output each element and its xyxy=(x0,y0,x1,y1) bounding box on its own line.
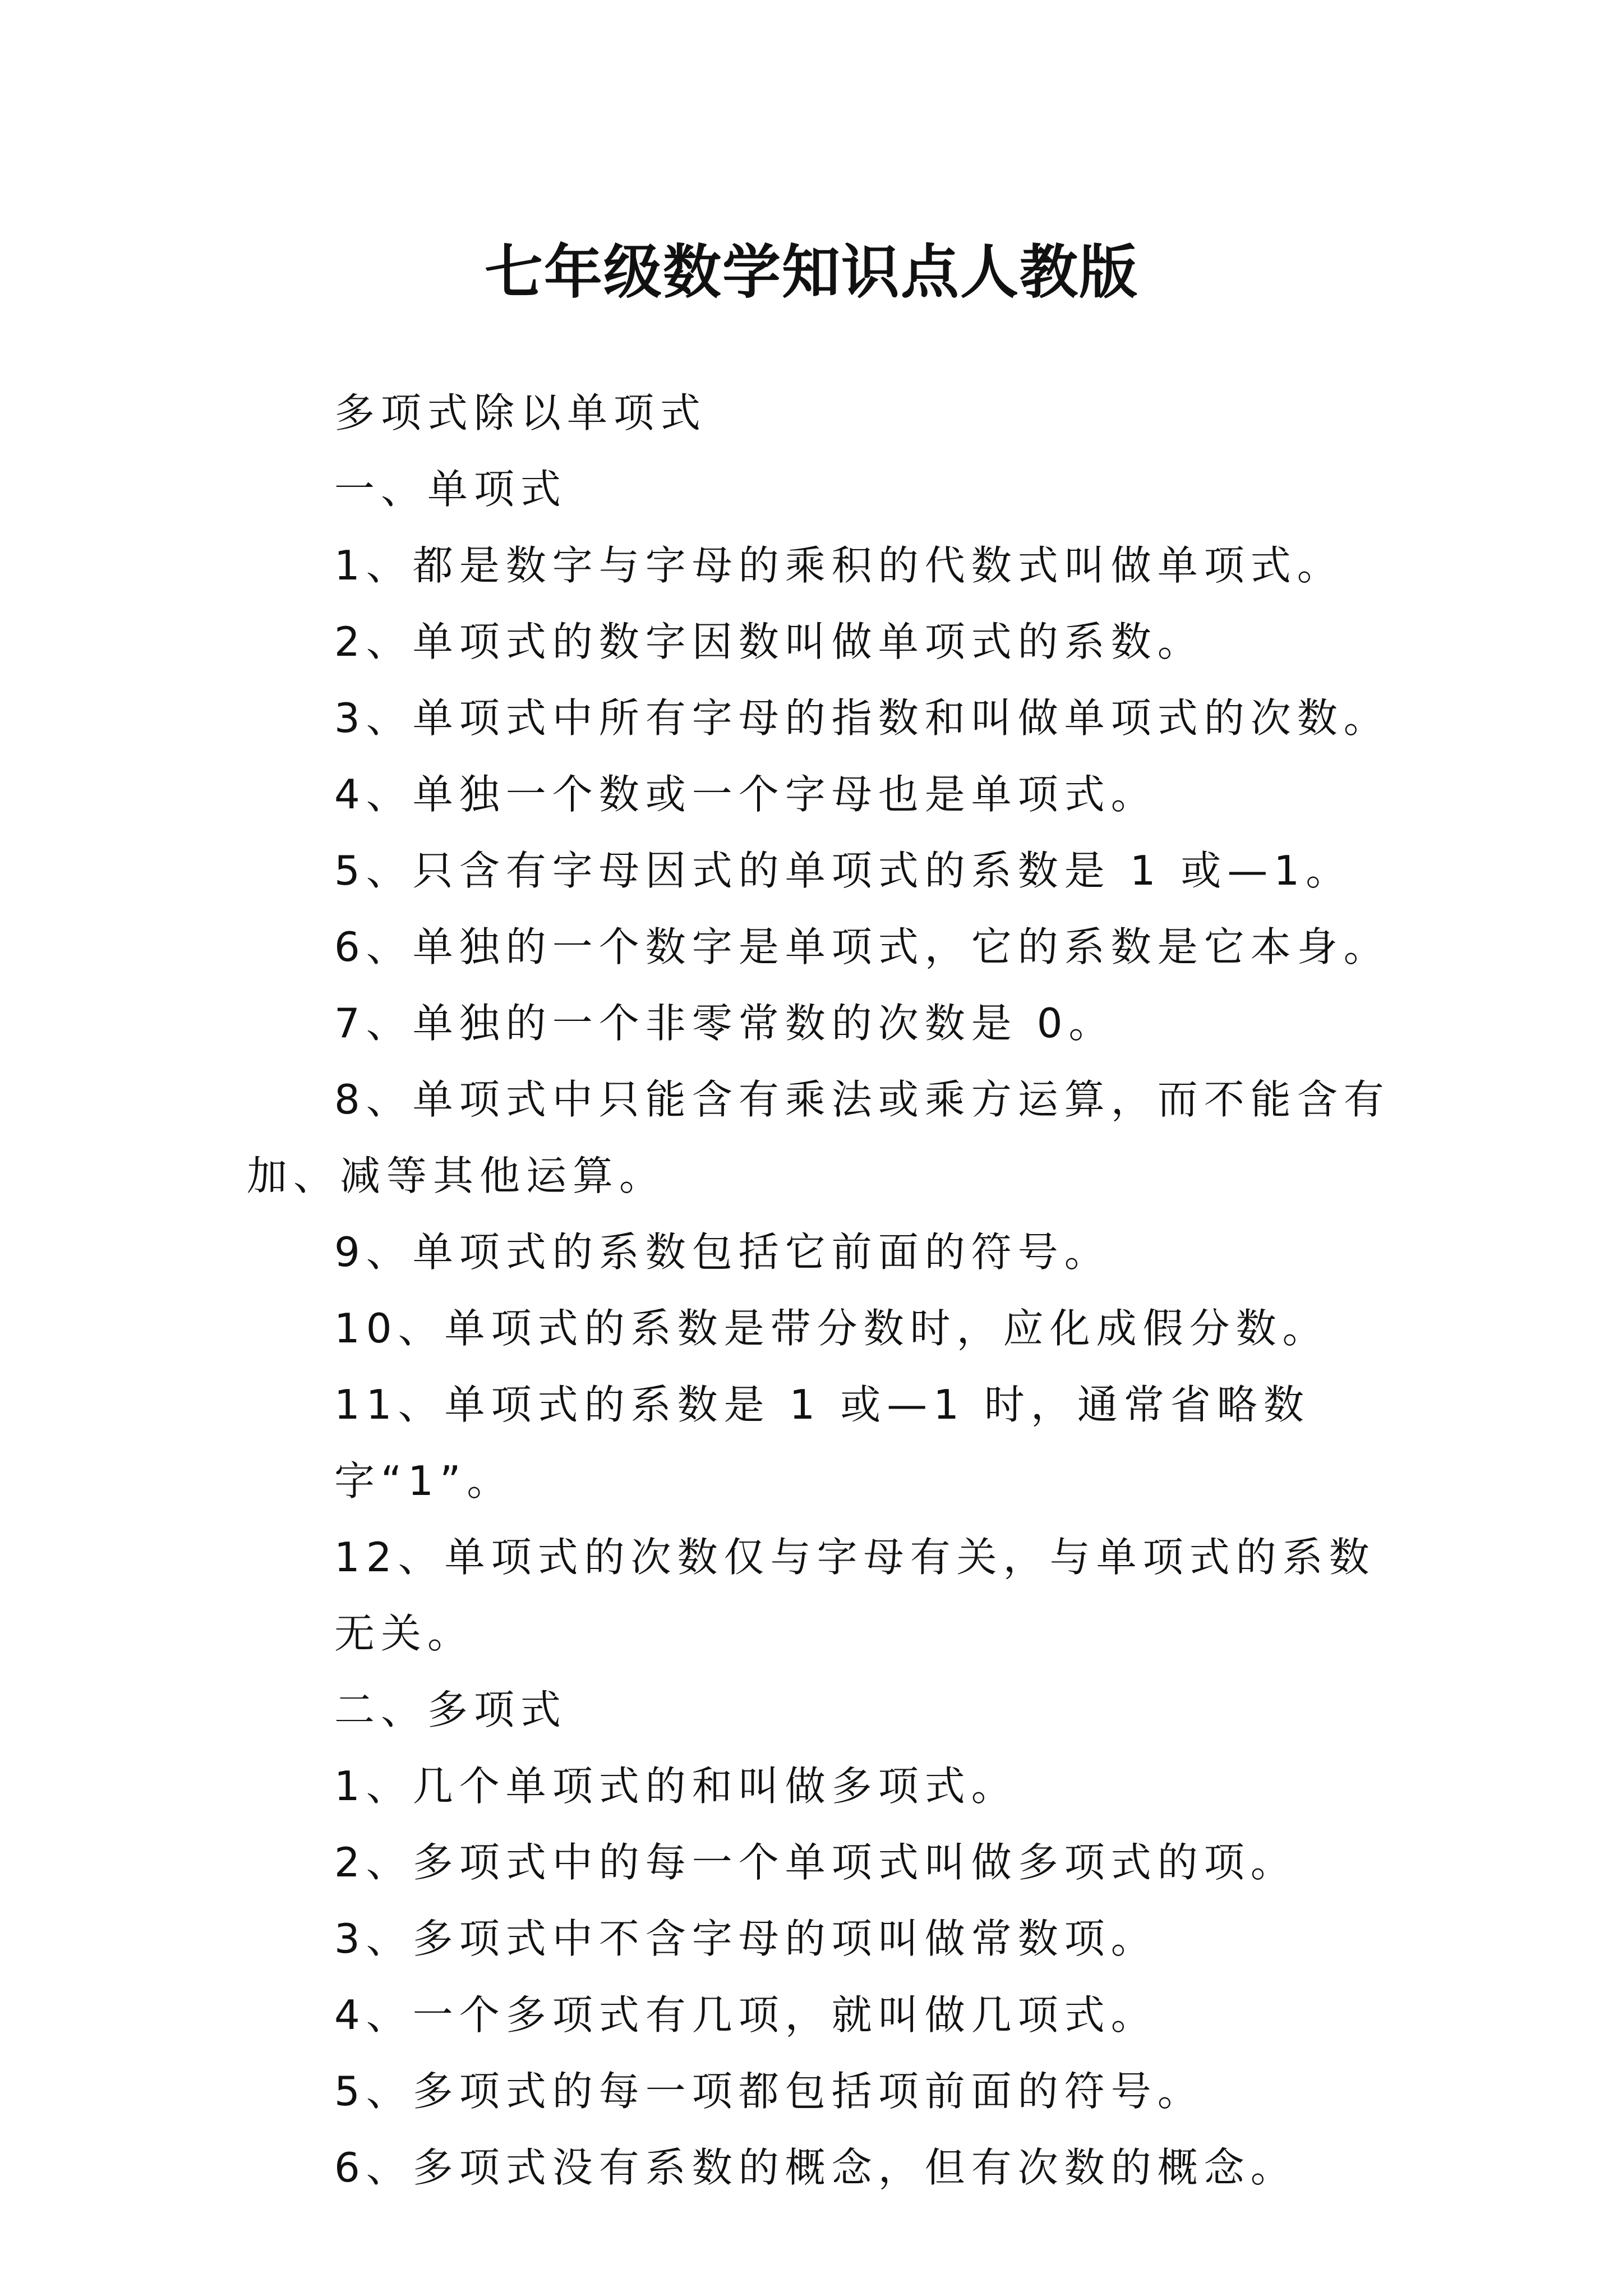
monomial-point-10: 10、单项式的系数是带分数时，应化成假分数。 xyxy=(334,1305,1329,1352)
monomial-point-7: 7、单独的一个非零常数的次数是 0。 xyxy=(334,1000,1115,1047)
document-title: 七年级数学知识点人教版 xyxy=(484,237,1138,306)
section-heading-monomial: 一、单项式 xyxy=(334,466,568,513)
monomial-point-6: 6、单独的一个数字是单项式，它的系数是它本身。 xyxy=(334,923,1390,970)
section-heading-polynomial: 二、多项式 xyxy=(334,1686,568,1733)
monomial-point-9: 9、单项式的系数包括它前面的符号。 xyxy=(334,1228,1111,1276)
polynomial-point-1: 1、几个单项式的和叫做多项式。 xyxy=(334,1763,1018,1810)
section-heading-polynomial-division: 多项式除以单项式 xyxy=(334,389,707,436)
monomial-point-1: 1、都是数字与字母的乘积的代数式叫做单项式。 xyxy=(334,542,1344,589)
polynomial-point-2: 2、多项式中的每一个单项式叫做多项式的项。 xyxy=(334,1839,1297,1886)
polynomial-point-5: 5、多项式的每一项都包括项前面的符号。 xyxy=(334,2068,1204,2115)
polynomial-point-6: 6、多项式没有系数的概念，但有次数的概念。 xyxy=(334,2144,1297,2191)
monomial-point-5: 5、只含有字母因式的单项式的系数是 1 或—1。 xyxy=(334,847,1353,894)
polynomial-point-4: 4、一个多项式有几项，就叫做几项式。 xyxy=(334,1991,1158,2039)
polynomial-point-3: 3、多项式中不含字母的项叫做常数项。 xyxy=(334,1915,1158,1962)
monomial-point-11: 11、单项式的系数是 1 或—1 时，通常省略数字“1”。 xyxy=(334,1381,1310,1504)
monomial-point-8: 8、单项式中只能含有乘法或乘方运算，而不能含有加、减等其他运算。 xyxy=(247,1076,1390,1199)
monomial-point-3: 3、单项式中所有字母的指数和叫做单项式的次数。 xyxy=(334,694,1390,742)
document-body xyxy=(247,375,1408,2206)
monomial-point-12: 12、单项式的次数仅与字母有关，与单项式的系数无关。 xyxy=(334,1534,1376,1657)
monomial-point-2: 2、单项式的数字因数叫做单项式的系数。 xyxy=(334,618,1204,665)
monomial-point-4: 4、单独一个数或一个字母也是单项式。 xyxy=(334,771,1158,818)
